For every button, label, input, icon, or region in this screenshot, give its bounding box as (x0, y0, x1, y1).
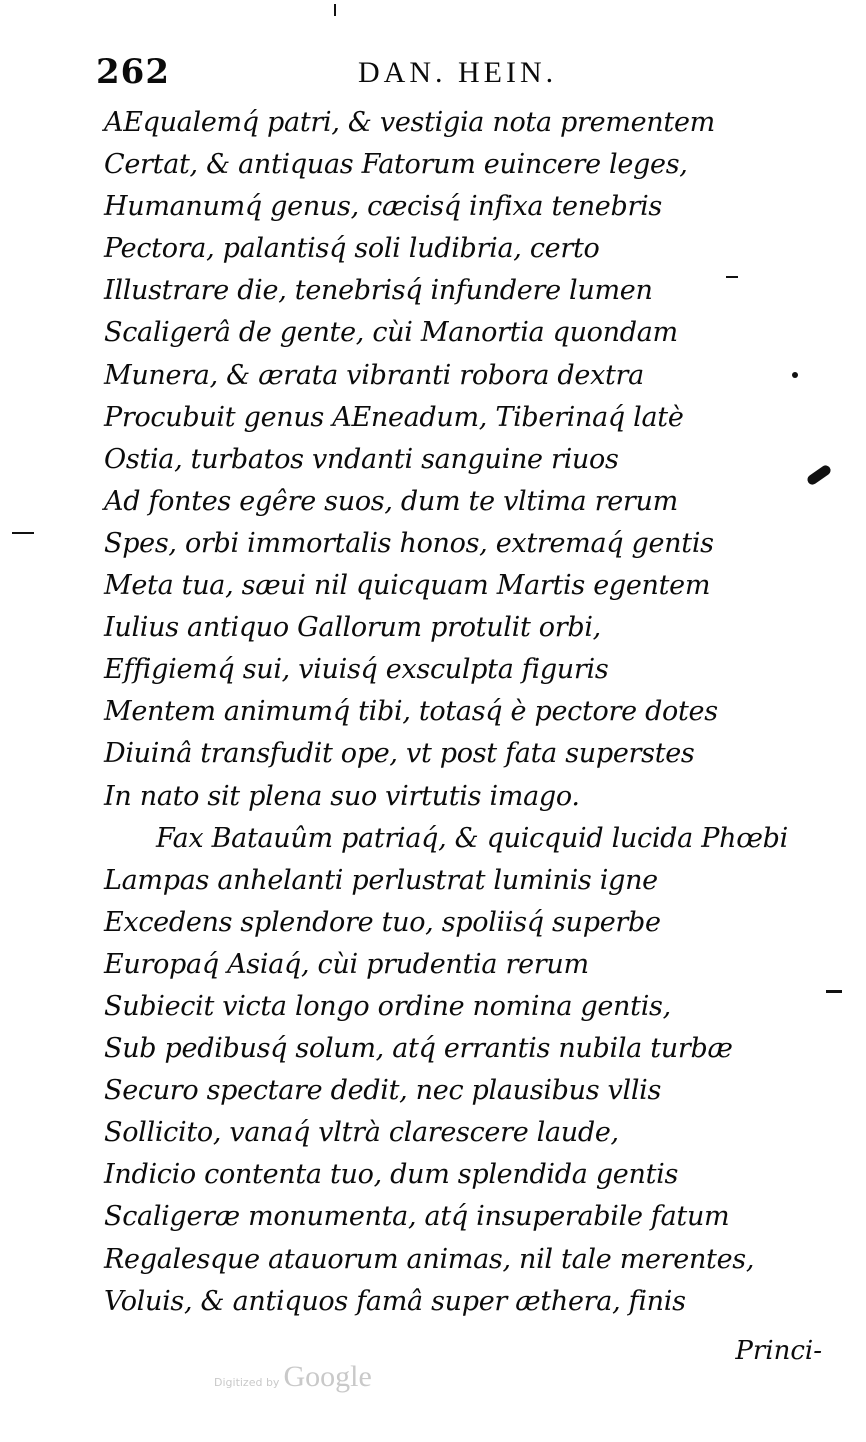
verse-line: Scaligeræ monumenta, atq́ insuperabile fatum (104, 1201, 730, 1233)
ink-speck (792, 372, 798, 378)
ink-dash (826, 990, 842, 993)
verse-line: Humanumq́ genus, cæcisq́ infixa tenebris (104, 191, 662, 223)
verse-line: Effigiemq́ sui, viuisq́ exsculpta figuris (104, 654, 609, 686)
verse-line: Certat, & antiquas Fatorum euincere leges, (104, 149, 688, 181)
verse-line: Sollicito, vanaq́ vltrà clarescere laude, (104, 1117, 619, 1149)
verse-line: Regalesque atauorum animas, nil tale merentes, (104, 1243, 755, 1275)
watermark-brand: Google (283, 1360, 372, 1393)
verse-line: Fax Batauûm patriaq́, & quicquid lucida Phœbi (156, 822, 788, 854)
verse-line: Munera, & ærata vibranti robora dextra (104, 359, 644, 391)
verse-line: Diuinâ transfudit ope, vt post fata superstes (104, 738, 695, 770)
running-head: DAN. HEIN. (358, 56, 558, 89)
verse-line: Scaligerâ de gente, cùi Manortia quondam (104, 317, 678, 349)
ink-dash (12, 532, 34, 534)
verse-line: Mentem animumq́ tibi, totasq́ è pectore dotes (104, 696, 718, 728)
verse-line: Ostia, turbatos vndanti sanguine riuos (104, 443, 619, 475)
watermark-prefix: Digitized by (214, 1376, 280, 1389)
page-header (96, 52, 826, 92)
verse-line: Lampas anhelanti perlustrat luminis igne (104, 864, 658, 896)
page-number: 262 (96, 52, 170, 92)
verse-line: AEqualemq́ patri, & vestigia nota prementem (104, 107, 715, 138)
verse-line: Iulius antiquo Gallorum protulit orbi, (104, 612, 601, 644)
verse-line: Subiecit victa longo ordine nomina gentis, (104, 990, 671, 1022)
verse-body (104, 102, 844, 1323)
verse-line: Spes, orbi immortalis honos, extremaq́ gentis (104, 527, 714, 559)
verse-line: Indicio contenta tuo, dum splendida gentis (104, 1159, 679, 1191)
verse-line: Voluis, & antiquos famâ super æthera, finis (104, 1285, 686, 1317)
verse-line: Meta tua, sæui nil quicquam Martis egentem (104, 570, 711, 602)
verse-line: In nato sit plena suo virtutis imago. (104, 780, 580, 812)
verse-line: Europaq́ Asiaq́, cùi prudentia rerum (104, 948, 589, 980)
verse-line: Pectora, palantisq́ soli ludibria, certo (104, 233, 600, 265)
verse-line: Securo spectare dedit, nec plausibus vllis (104, 1075, 662, 1107)
verse-line: Illustrare die, tenebrisq́ infundere lumen (104, 275, 653, 307)
ink-dash (334, 4, 336, 16)
ink-dash (726, 276, 738, 278)
google-watermark (214, 1360, 372, 1394)
verse-line: Excedens splendore tuo, spoliisq́ superbe (104, 906, 661, 938)
catchword: Princi- (735, 1336, 822, 1366)
verse-line: Ad fontes egêre suos, dum te vltima rerum (104, 485, 678, 517)
verse-line: Sub pedibusq́ solum, atq́ errantis nubila turbæ (104, 1033, 733, 1065)
verse-line: Procubuit genus AEneadum, Tiberinaq́ latè (104, 401, 684, 433)
